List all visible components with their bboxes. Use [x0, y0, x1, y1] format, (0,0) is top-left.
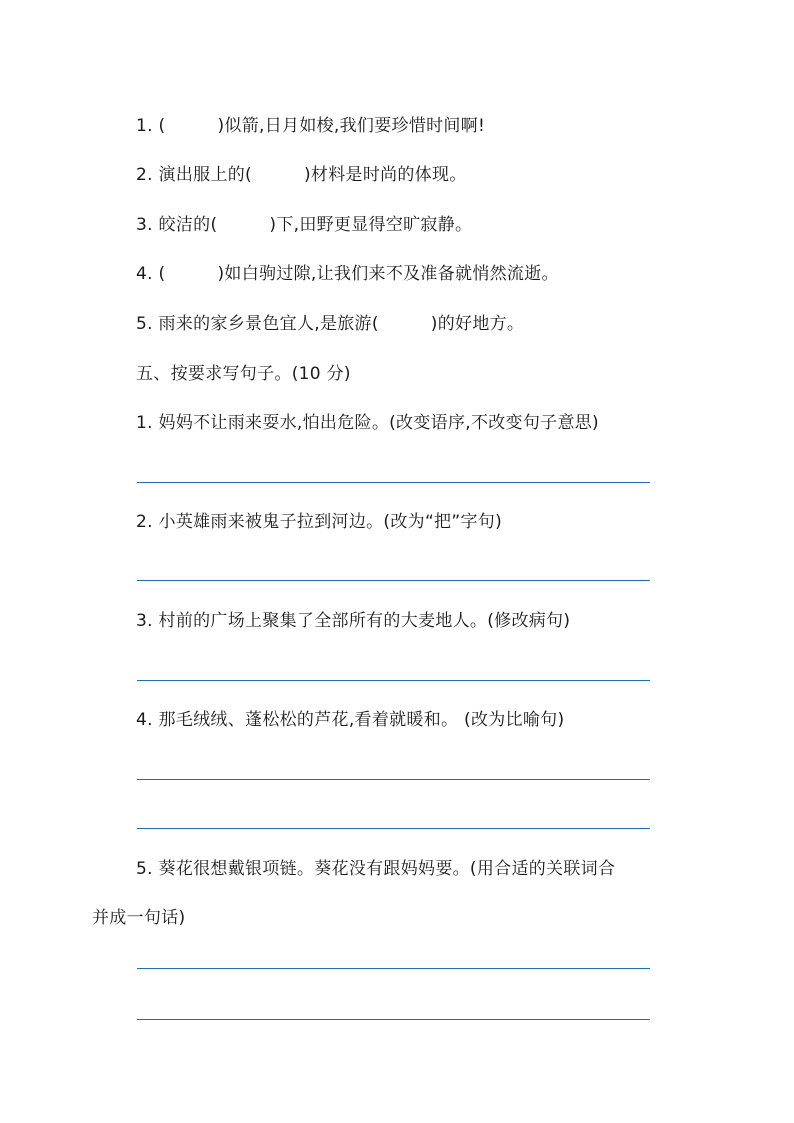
answer-line[interactable] — [137, 1019, 650, 1020]
answer-line[interactable] — [137, 779, 650, 780]
fill-item-3 — [136, 213, 472, 237]
question-4: 4. 那毛绒绒、蓬松松的芦花,看着就暖和。 (改为比喻句) — [136, 710, 565, 730]
answer-line[interactable] — [137, 482, 650, 483]
answer-line[interactable] — [137, 680, 650, 681]
item-text-after: )似箭,日月如梭,我们要珍惜时间啊! — [217, 116, 486, 136]
item-text-after: )的好地方。 — [430, 314, 525, 334]
fill-item-2 — [136, 163, 467, 187]
item-number: 5. — [136, 314, 153, 334]
question-5-continuation: 并成一句话) — [92, 908, 186, 928]
question-2: 2. 小英雄雨来被鬼子拉到河边。(改为“把”字句) — [136, 512, 503, 532]
item-text-after: )如白驹过隙,让我们来不及准备就悄然流逝。 — [217, 264, 559, 284]
item-text-after: )材料是时尚的体现。 — [303, 165, 467, 185]
answer-line[interactable] — [137, 968, 650, 969]
answer-line[interactable] — [137, 828, 650, 829]
item-text-before: 演出服上的( — [158, 165, 252, 185]
answer-line[interactable] — [137, 580, 650, 581]
item-number: 3. — [136, 215, 153, 235]
question-1: 1. 妈妈不让雨来耍水,怕出危险。(改变语序,不改变句子意思) — [136, 413, 599, 433]
item-number: 4. — [136, 264, 153, 284]
item-number: 1. — [136, 116, 153, 136]
item-text-before: 皎洁的( — [158, 215, 218, 235]
item-text-before: 雨来的家乡景色宜人,是旅游( — [158, 314, 379, 334]
item-text-before: ( — [158, 264, 166, 284]
fill-item-4 — [136, 262, 559, 286]
item-number: 2. — [136, 165, 153, 185]
section-title: 五、按要求写句子。(10 分) — [136, 364, 351, 384]
fill-item-1 — [136, 114, 485, 138]
question-3: 3. 村前的广场上聚集了全部所有的大麦地人。(修改病句) — [136, 611, 571, 631]
fill-item-5 — [136, 312, 524, 336]
item-text-after: )下,田野更显得空旷寂静。 — [269, 215, 473, 235]
item-text-before: ( — [158, 116, 166, 136]
question-5: 5. 葵花很想戴银项链。葵花没有跟妈妈要。(用合适的关联词合 — [136, 859, 616, 879]
